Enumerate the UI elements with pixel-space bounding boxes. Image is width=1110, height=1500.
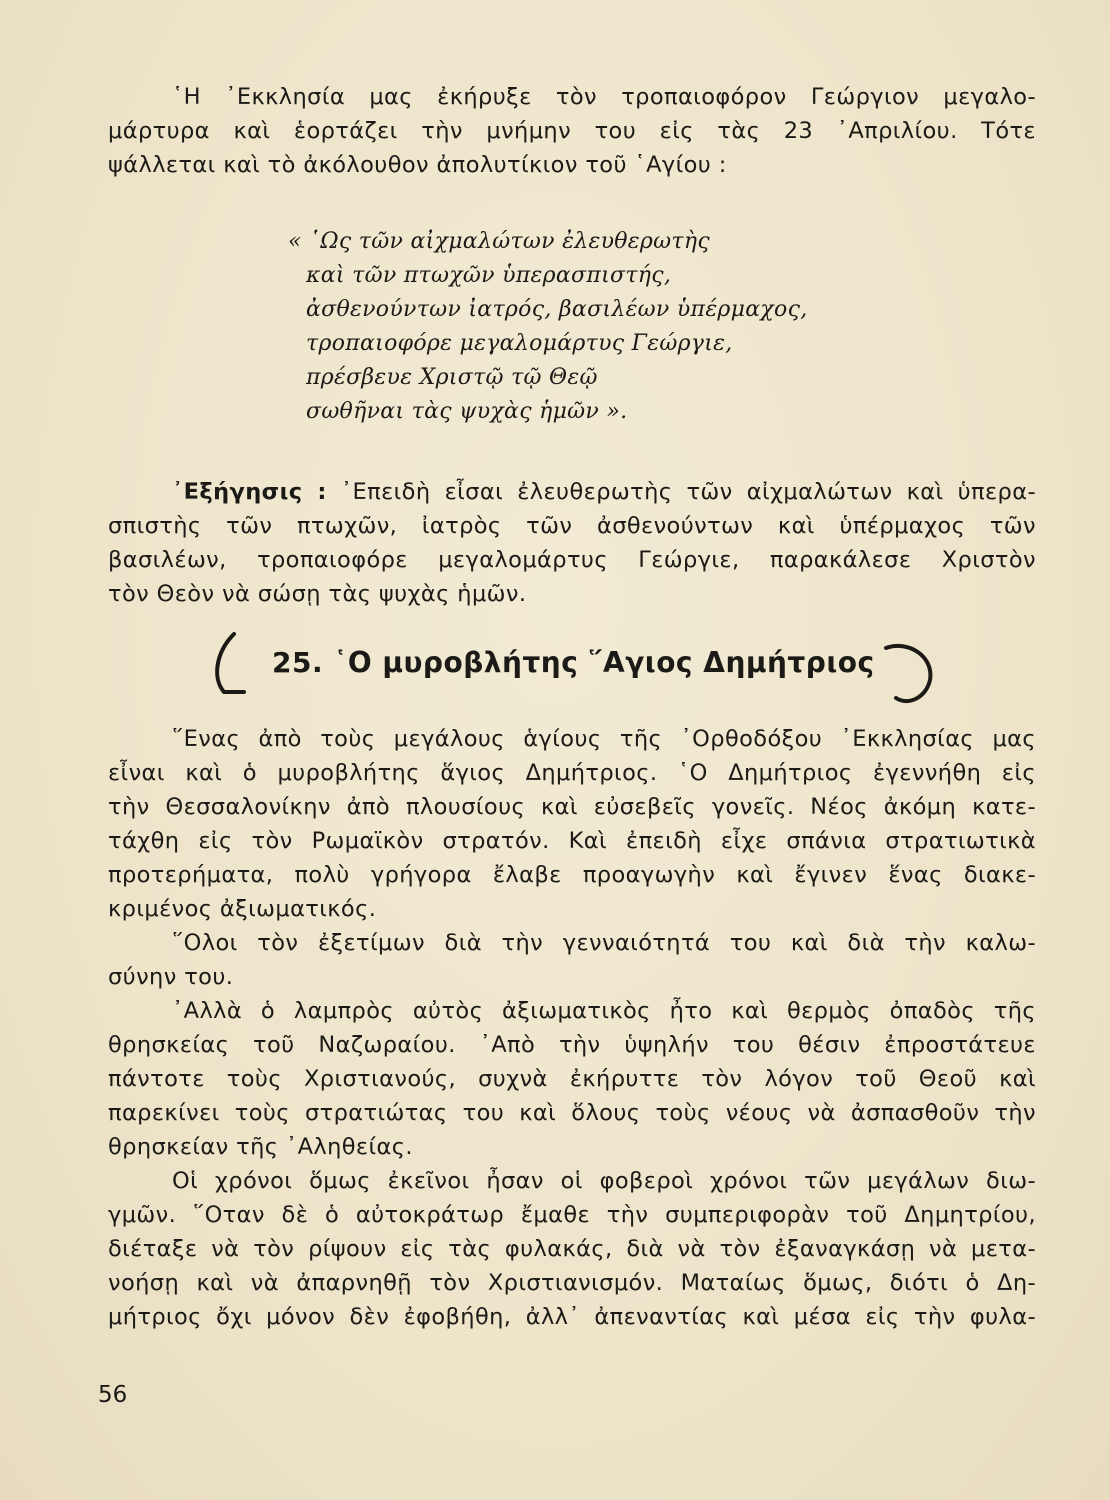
hymn-line: σωθῆναι τὰς ψυχὰς ἡμῶν ». [306,399,628,424]
hymn-line: « ῾Ως τῶν αἰχμαλώτων ἐλευθερωτὴς [288,229,710,254]
body-line: τάχθη εἰς τὸν Ρωμαϊκὸν στρατόν. Καὶ ἐπειδὴ εἶχε σπάνια στρατιωτικὰ [108,828,1036,854]
body-line: διέταξε νὰ τὸν ρίψουν εἰς τὰς φυλακάς, διὰ νὰ τὸν ἐξαναγκάσῃ νὰ μετα- [108,1236,1036,1262]
section-title: 25. ῾Ο μυροβλήτης ῞Αγιος Δημήτριος [272,646,875,679]
intro-line: ῾Η ᾿Εκκλησία μας ἐκήρυξε τὸν τροπαιοφόρον Γεώργιον μεγαλο- [172,84,1036,110]
body-line: ῞Ολοι τὸν ἐξετίμων διὰ τὴν γενναιότητά του καὶ διὰ τὴν καλω- [172,930,1036,956]
apolytikion-hymn [288,225,808,429]
body-line: εἶναι καὶ ὁ μυροβλήτης ἅγιος Δημήτριος. ῾Ο Δημήτριος ἐγεννήθη εἰς [108,760,1036,786]
explanation-line: σπιστὴς τῶν πτωχῶν, ἰατρὸς τῶν ἀσθενούντων καὶ ὑπέρμαχος τῶν [108,513,1036,539]
hymn-line: καὶ τῶν πτωχῶν ὑπερασπιστής, [306,263,672,288]
explanation-line: βασιλέων, τροπαιοφόρε μεγαλομάρτυς Γεώργιε, παρακάλεσε Χριστὸν [108,547,1036,573]
section-heading [210,630,940,700]
body-line: προτερήματα, πολὺ γρήγορα ἔλαβε προαγωγὴν καὶ ἔγινεν ἕνας διακε- [108,862,1036,888]
body-line: μήτριος ὄχι μόνον δὲν ἐφοβήθη, ἀλλ᾿ ἀπεναντίας καὶ μέσα εἰς τὴν φυλα- [108,1304,1036,1330]
body-line: σύνην του. [108,964,234,990]
body-line: γμῶν. ῞Οταν δὲ ὁ αὐτοκράτωρ ἔμαθε τὴν συμπεριφορὰν τοῦ Δημητρίου, [108,1202,1036,1228]
body-line: κριμένος ἀξιωματικός. [108,896,377,922]
intro-paragraph [108,80,1036,182]
body-line: πάντοτε τοὺς Χριστιανούς, συχνὰ ἐκήρυττε τὸν λόγον τοῦ Θεοῦ καὶ [108,1066,1036,1092]
page-number: 56 [98,1382,128,1408]
intro-line: ψάλλεται καὶ τὸ ἀκόλουθον ἀπολυτίκιον τοῦ ῾Αγίου : [108,152,727,178]
body-line: θρησκείαν τῆς ᾿Αληθείας. [108,1134,413,1160]
body-line: παρεκίνει τοὺς στρατιώτας του καὶ ὅλους τοὺς νέους νὰ ἀσπασθοῦν τὴν [108,1100,1036,1126]
explanation-first-line [108,475,1036,509]
body-line: Οἱ χρόνοι ὅμως ἐκεῖνοι ἦσαν οἱ φοβεροὶ χρόνοι τῶν μεγάλων διω- [172,1168,1036,1194]
explanation-label: ᾿Εξήγησις : [172,479,327,505]
explanation-text: ᾿Επειδὴ εἶσαι ἐλευθερωτὴς τῶν αἰχμαλώτων καὶ ὑπερα- [340,479,1036,505]
left-bracket-mark [210,630,250,700]
body-line: νοήσῃ καὶ νὰ ἀπαρνηθῇ τὸν Χριστιανισμόν. Ματαίως ὅμως, διότι ὁ Δη- [108,1270,1036,1296]
body-line: ᾿Αλλὰ ὁ λαμπρὸς αὐτὸς ἀξιωματικὸς ἦτο καὶ θερμὸς ὀπαδὸς τῆς [172,998,1036,1024]
body-text [108,722,1036,1334]
hymn-line: πρέσβευε Χριστῷ τῷ Θεῷ [306,365,598,390]
body-line: τὴν Θεσσαλονίκην ἀπὸ πλουσίους καὶ εὐσεβεῖς γονεῖς. Νέος ἀκόμη κατε- [108,794,1036,820]
explanation-line: τὸν Θεὸν νὰ σώσῃ τὰς ψυχὰς ἡμῶν. [108,581,527,607]
hymn-line: ἀσθενούντων ἰατρός, βασιλέων ὑπέρμαχος, [306,297,808,322]
explanation-paragraph [108,475,1036,611]
body-line: ῞Ενας ἀπὸ τοὺς μεγάλους ἁγίους τῆς ᾿Ορθοδόξου ᾿Εκκλησίας μας [172,726,1036,752]
body-line: θρησκείας τοῦ Ναζωραίου. ᾿Απὸ τὴν ὑψηλήν του θέσιν ἐπροστάτευε [108,1032,1036,1058]
right-bracket-mark [878,636,940,706]
intro-line: μάρτυρα καὶ ἑορτάζει τὴν μνήμην του εἰς τὰς 23 ᾿Απριλίου. Τότε [108,118,1036,144]
hymn-line: τροπαιοφόρε μεγαλομάρτυς Γεώργιε, [306,331,733,356]
